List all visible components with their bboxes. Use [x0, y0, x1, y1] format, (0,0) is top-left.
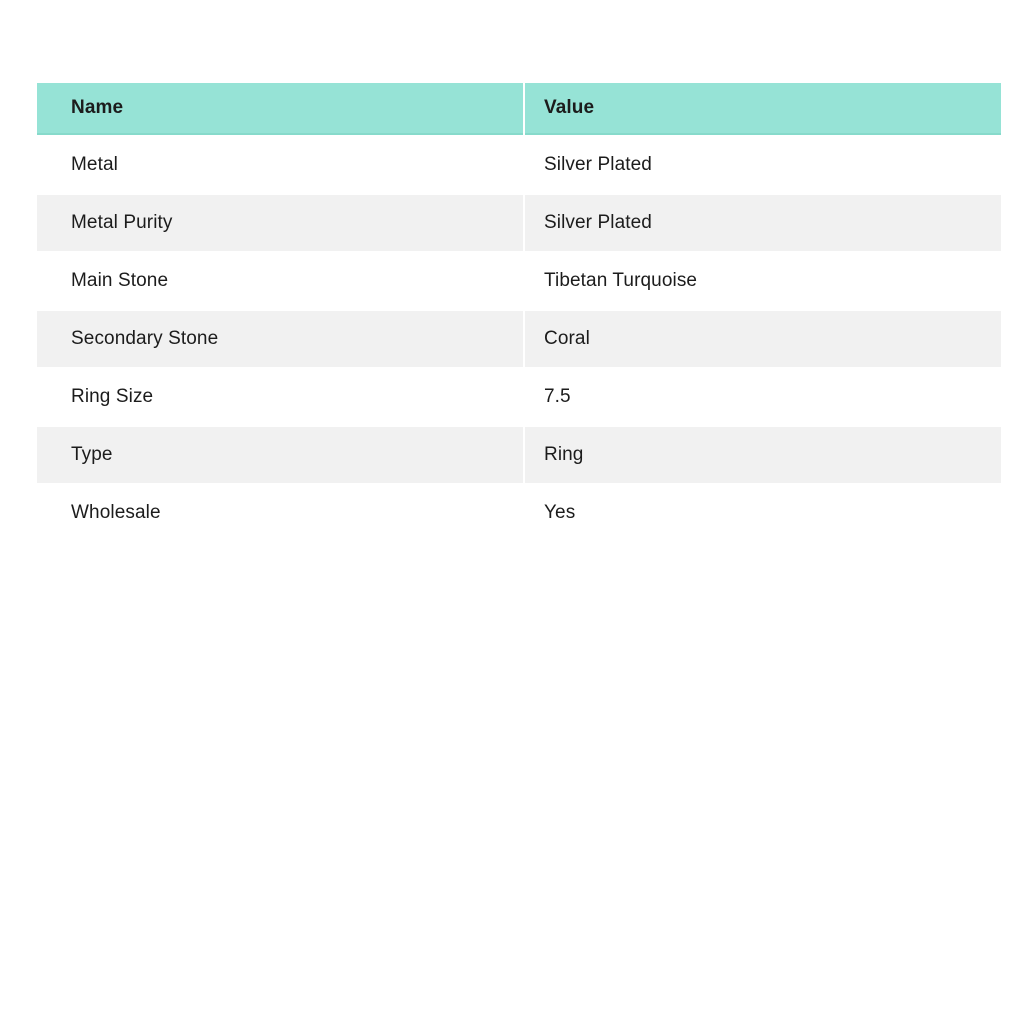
spec-value-cell: Tibetan Turquoise	[525, 253, 1001, 309]
column-header-value: Value	[525, 83, 1001, 135]
table-header-row	[37, 83, 1001, 135]
table-row	[37, 253, 1001, 309]
product-spec-table	[35, 81, 1003, 543]
spec-value-cell: Silver Plated	[525, 195, 1001, 251]
spec-name-cell: Type	[37, 427, 523, 483]
spec-value-cell: 7.5	[525, 369, 1001, 425]
column-header-name: Name	[37, 83, 523, 135]
table-row	[37, 485, 1001, 541]
spec-value-cell: Ring	[525, 427, 1001, 483]
table-row	[37, 311, 1001, 367]
spec-name-cell: Secondary Stone	[37, 311, 523, 367]
spec-name-cell: Wholesale	[37, 485, 523, 541]
spec-name-cell: Metal	[37, 137, 523, 193]
spec-value-cell: Silver Plated	[525, 137, 1001, 193]
spec-name-cell: Main Stone	[37, 253, 523, 309]
spec-name-cell: Ring Size	[37, 369, 523, 425]
spec-value-cell: Yes	[525, 485, 1001, 541]
table-row	[37, 369, 1001, 425]
spec-name-cell: Metal Purity	[37, 195, 523, 251]
table-row	[37, 137, 1001, 193]
spec-value-cell: Coral	[525, 311, 1001, 367]
table-row	[37, 195, 1001, 251]
table-row	[37, 427, 1001, 483]
